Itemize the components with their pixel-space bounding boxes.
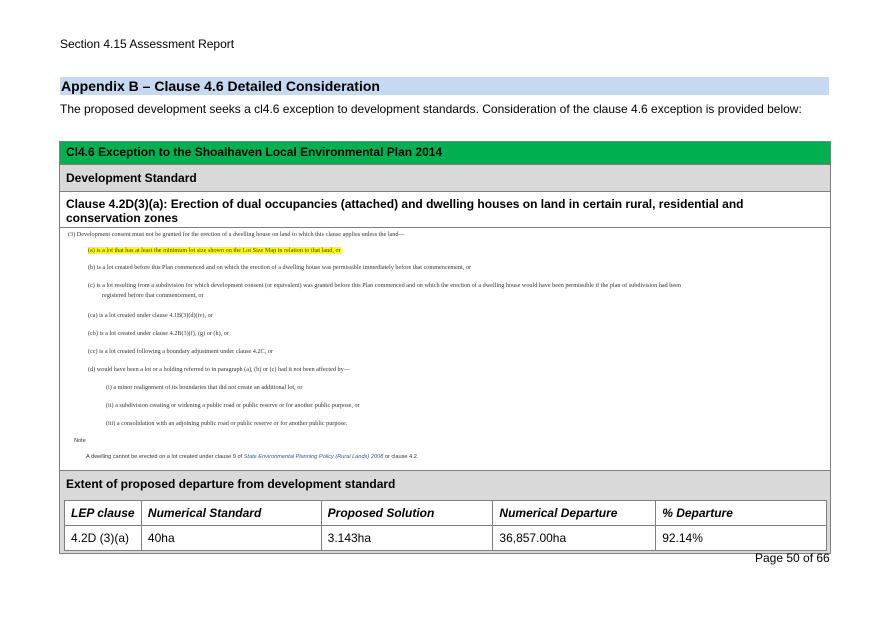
excerpt-item-a-highlight: (a) is a lot that has at least the minimum lot size shown on the Lot Size Map in relation to that land, or xyxy=(88,247,341,254)
exception-heading: Cl4.6 Exception to the Shoalhaven Local Environmental Plan 2014 xyxy=(60,142,830,165)
note-policy-name: State Environmental Planning Policy (Rural Lands) 2008 xyxy=(243,454,384,460)
table-row xyxy=(65,526,827,551)
excerpt-item-c: (c) is a lot resulting from a subdivision for which development consent (or equivalent) was granted before this Plan commenced and on which the erection of a dwelling house would have been permissible if the plan of subdivision had been xyxy=(88,282,681,289)
excerpt-item-d-i: (i) a minor realignment of its boundaries that did not create an additional lot, or xyxy=(106,384,303,391)
cell-numerical-departure: 36,857.00ha xyxy=(493,526,656,551)
col-numerical-standard: Numerical Standard xyxy=(141,501,321,526)
page-number: Page 50 of 66 xyxy=(755,551,830,565)
col-numerical-departure: Numerical Departure xyxy=(493,501,656,526)
cell-percent-departure: 92.14% xyxy=(656,526,827,551)
excerpt-item-c-cont: registered before that commencement, or xyxy=(102,292,204,299)
cell-proposed-solution: 3.143ha xyxy=(321,526,493,551)
excerpt-item-ca: (ca) is a lot created under clause 4.1B(3)(d)(iv), or xyxy=(88,312,213,319)
excerpt-note-title: Note xyxy=(74,438,86,444)
cell-lep-clause: 4.2D (3)(a) xyxy=(65,526,142,551)
excerpt-item-d-iii: (iii) a consolidation with an adjoining public road or public reserve or for another public purpose. xyxy=(106,420,348,427)
excerpt-note xyxy=(86,454,418,460)
extent-label: Extent of proposed departure from development standard xyxy=(60,471,830,498)
excerpt-item-b: (b) is a lot created before this Plan commenced and on which the erection of a dwelling house was permissible immediately before that commencement, or xyxy=(88,264,471,271)
departure-table xyxy=(64,500,827,551)
clause-4-6-table xyxy=(59,141,831,554)
clause-title: Clause 4.2D(3)(a): Erection of dual occupancies (attached) and dwelling houses on land in certain rural, residential and conservation zones xyxy=(60,192,830,228)
note-text-post: or clause 4.2. xyxy=(383,454,419,460)
departure-table-wrap xyxy=(60,498,830,553)
col-lep-clause: LEP clause xyxy=(65,501,142,526)
note-text-pre: A dwelling cannot be erected on a lot created under clause 9 of xyxy=(86,454,244,460)
departure-header-row xyxy=(65,501,827,526)
cell-numerical-standard: 40ha xyxy=(141,526,321,551)
col-percent-departure: % Departure xyxy=(656,501,827,526)
excerpt-item-cb: (cb) is a lot created under clause 4.2B(3)(f), (g) or (h), or xyxy=(88,330,229,337)
report-header: Section 4.15 Assessment Report xyxy=(60,37,235,51)
intro-paragraph: The proposed development seeks a cl4.6 exception to development standards. Consideration of the clause 4.6 exception is provided below: xyxy=(60,102,802,116)
excerpt-intro: (3) Development consent must not be granted for the erection of a dwelling house on land to which this clause applies unless the land— xyxy=(68,231,405,238)
excerpt-item-a xyxy=(88,247,341,254)
excerpt-item-cc: (cc) is a lot created following a boundary adjustment under clause 4.2C, or xyxy=(88,348,273,355)
appendix-title: Appendix B – Clause 4.6 Detailed Consideration xyxy=(60,77,829,95)
excerpt-item-d-ii: (ii) a subdivision creating or widening a public road or public reserve or for another public purpose, or xyxy=(106,402,360,409)
clause-excerpt xyxy=(60,228,830,471)
development-standard-label: Development Standard xyxy=(60,165,830,192)
excerpt-item-d: (d) would have been a lot or a holding referred to in paragraph (a), (b) or (c) had it not been affected by— xyxy=(88,366,350,373)
col-proposed-solution: Proposed Solution xyxy=(321,501,493,526)
